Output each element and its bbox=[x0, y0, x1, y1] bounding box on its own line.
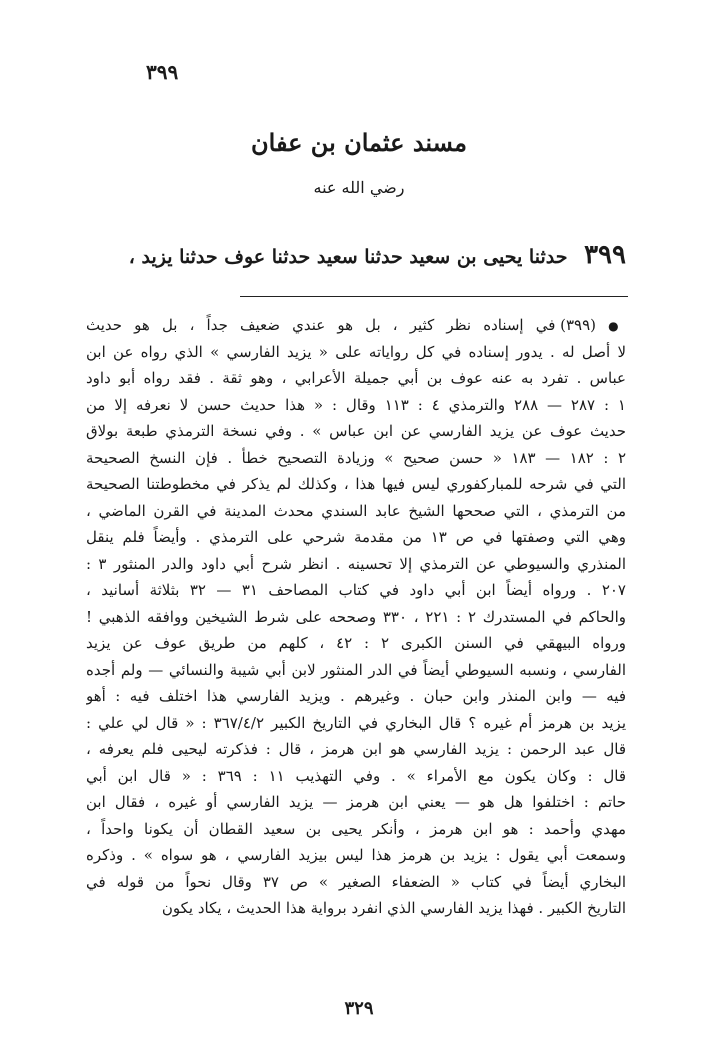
hadith-chain: حدثنا يحيى بن سعيد حدثنا سعيد حدثنا عوف حدثنا يزيد ، bbox=[128, 246, 568, 268]
commentary-line: الفارسي ، ونسبه السيوطي أيضاً في الدر المنثور لابن أبي شيبة والنسائي — ولم أجده bbox=[86, 660, 626, 679]
commentary-line: من الترمذي ، التي صححها الشيخ عابد السندي محدث المدينة في القرن الماضي ، bbox=[86, 501, 626, 520]
commentary-line: فيه — وابن المنذر وابن حبان . وغيرهم . ويزيد الفارسي هذا اختلف فيه : أهو bbox=[86, 687, 626, 705]
commentary-line: قال : وكان يكون مع الأمراء » . وفي التهذيب ١١ : ٣٦٩ : « قال ابن أبي bbox=[86, 766, 626, 785]
commentary-block bbox=[86, 312, 626, 922]
page-number-top: ٣٩٩ bbox=[146, 60, 179, 84]
page-number-bottom: ٣٢٩ bbox=[344, 998, 374, 1019]
bullet-icon: ● bbox=[608, 319, 626, 333]
commentary-line: حاتم : اختلفوا هل هو — يعني ابن هرمز — يزيد الفارسي أو غيره ، فقال ابن bbox=[86, 793, 626, 811]
commentary-line: مهدي وأحمد : هو ابن هرمز ، وأنكر يحيى بن سعيد القطان أن يكونا واحداً ، bbox=[86, 819, 626, 838]
commentary-line: المنذري والسيوطي عن الترمذي إلا تحسينه . انظر شرح أبي داود والدر المنثور ٣ : bbox=[86, 554, 626, 573]
commentary-line: ١ : ٢٨٧ — ٢٨٨ والترمذي ٤ : ١١٣ وقال : « هذا حديث حسن لا نعرفه إلا من bbox=[86, 395, 626, 414]
section-title: مسند عثمان بن عفان bbox=[251, 128, 467, 157]
commentary-line: ● (٣٩٩) في إسناده نظر كثير ، بل هو عندي ضعيف جداً ، بل هو حديث bbox=[86, 316, 626, 334]
hadith-number: ٣٩٩ bbox=[584, 240, 626, 270]
commentary-line: التي في شرحه للمباركفوري ليس فيها هذا ، وكذلك لم يذكر في مخطوطتنا الصحيحة bbox=[86, 475, 626, 493]
commentary-line: والحاكم في المستدرك ٢ : ٢٢١ ، ٣٣٠ وصححه على شرط الشيخين ووافقه الذهبي ! bbox=[86, 607, 626, 626]
hadith-text bbox=[86, 240, 626, 270]
commentary-line: البخاري أيضاً في كتاب « الضعفاء الصغير » ص ٣٧ وقال نحواً من قوله في bbox=[86, 872, 626, 891]
commentary-line: يزيد بن هرمز أم غيره ؟ قال البخاري في التاريخ الكبير ٣٦٧/٤/٢ : « قال لي علي : bbox=[86, 713, 626, 732]
commentary-line: لا أصل له . يدور إسناده في كل رواياته على « يزيد الفارسي » الذي رواه عن ابن bbox=[86, 342, 626, 361]
footnote-divider bbox=[240, 296, 628, 297]
commentary-line: التاريخ الكبير . فهذا يزيد الفارسي الذي انفرد برواية هذا الحديث ، يكاد يكون bbox=[161, 899, 626, 917]
commentary-line: ورواه البيهقي في السنن الكبرى ٢ : ٤٢ ، كلهم من طريق عوف عن يزيد bbox=[86, 634, 626, 652]
commentary-line: عباس . تفرد به عنه عوف بن أبي جميلة الأعرابي ، وهو ثقة . فقد رواه أبو داود bbox=[86, 369, 626, 387]
commentary-line: وسمعت أبي يقول : يزيد بن هرمز هذا ليس بيزيد الفارسي ، هو سواه » . وذكره bbox=[86, 846, 626, 864]
commentary-line: ٢٠٧ . ورواه أيضاً ابن أبي داود في كتاب المصاحف ٣١ — ٣٢ بثلاثة أسانيد ، bbox=[86, 581, 626, 599]
commentary-line: وهي التي وصفتها في ص ١٣ من مقدمة شرحي على الترمذي . وأيضاً فلم ينقل bbox=[86, 528, 626, 546]
section-subtitle: رضي الله عنه bbox=[313, 178, 405, 197]
commentary-line: قال عبد الرحمن : يزيد الفارسي هو ابن هرمز ، قال : فذكرته ليحيى فلم يعرفه ، bbox=[86, 740, 626, 758]
commentary-line: ٢ : ١٨٢ — ١٨٣ « حسن صحيح » وزيادة التصحيح خطأ . فإن النسخ الصحيحة bbox=[86, 448, 626, 467]
commentary-line: حديث عوف عن يزيد الفارسي عن ابن عباس » . وفي نسخة الترمذي طبعة بولاق bbox=[86, 422, 626, 440]
